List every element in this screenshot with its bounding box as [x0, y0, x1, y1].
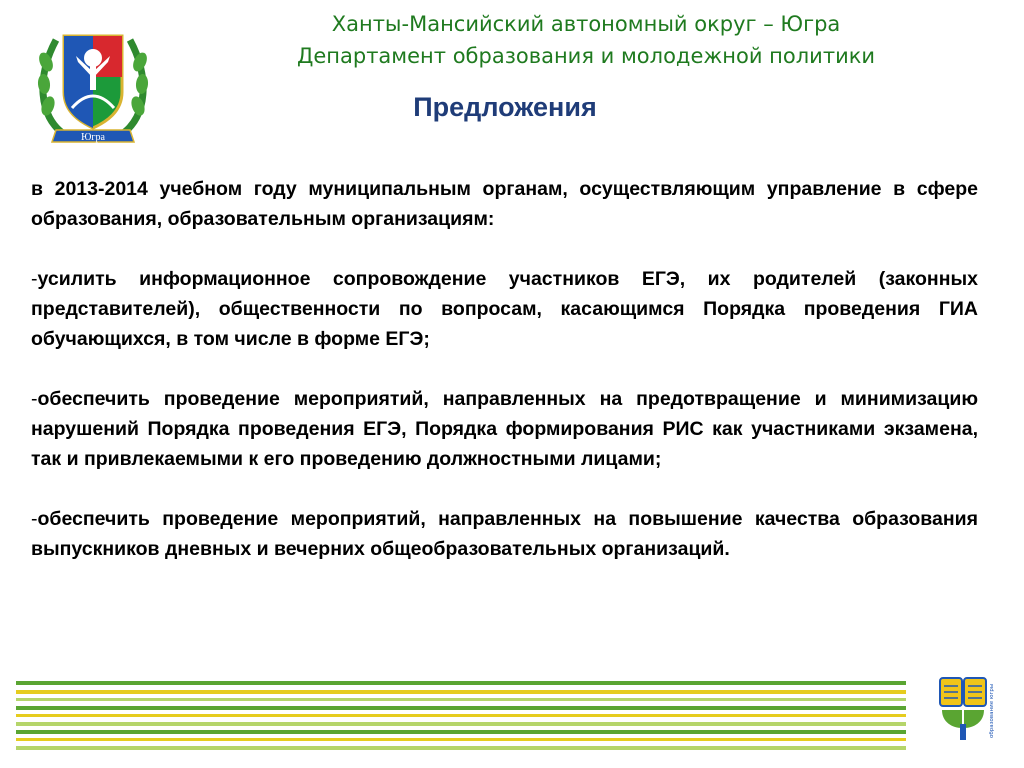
education-logo: [938, 676, 996, 742]
list-item: [31, 504, 978, 564]
logo-caption: образование югры: [989, 683, 995, 738]
intro-paragraph: в 2013-2014 учебном году муниципальным органам, осуществляющим управление в сфере образования, образовательным организациям:: [31, 178, 978, 230]
header: [200, 8, 972, 72]
list-item-text: обеспечить проведение мероприятий, направленных на предотвращение и минимизацию нарушений Порядка проведения ЕГЭ, Порядка формирования РИС как участниками экзамена, так и привлекаемыми к его проведению должностными лицами;: [31, 388, 978, 470]
bullet-dash: -: [31, 388, 38, 410]
department-name: Департамент образования и молодежной политики: [296, 44, 876, 68]
coat-of-arms-emblem: [34, 22, 152, 150]
slide-title: Предложения: [413, 92, 597, 122]
list-item-text: обеспечить проведение мероприятий, направленных на повышение качества образования выпускников дневных и вечерних общеобразовательных организаций.: [31, 508, 978, 560]
slide-body: [31, 174, 978, 594]
list-item: [31, 264, 978, 354]
decorative-stripes: [16, 681, 906, 751]
list-item-text: усилить информационное сопровождение участников ЕГЭ, их родителей (законных представителей), общественности по вопросам, касающимся Порядка проведения ГИА обучающихся, в том числе в форме ЕГЭ;: [31, 268, 978, 350]
bullet-dash: -: [31, 268, 38, 290]
bullet-dash: -: [31, 508, 38, 530]
list-item: [31, 384, 978, 474]
emblem-ribbon-text: Югра: [81, 132, 105, 143]
region-name: Ханты-Мансийский автономный округ – Югра: [331, 12, 841, 36]
